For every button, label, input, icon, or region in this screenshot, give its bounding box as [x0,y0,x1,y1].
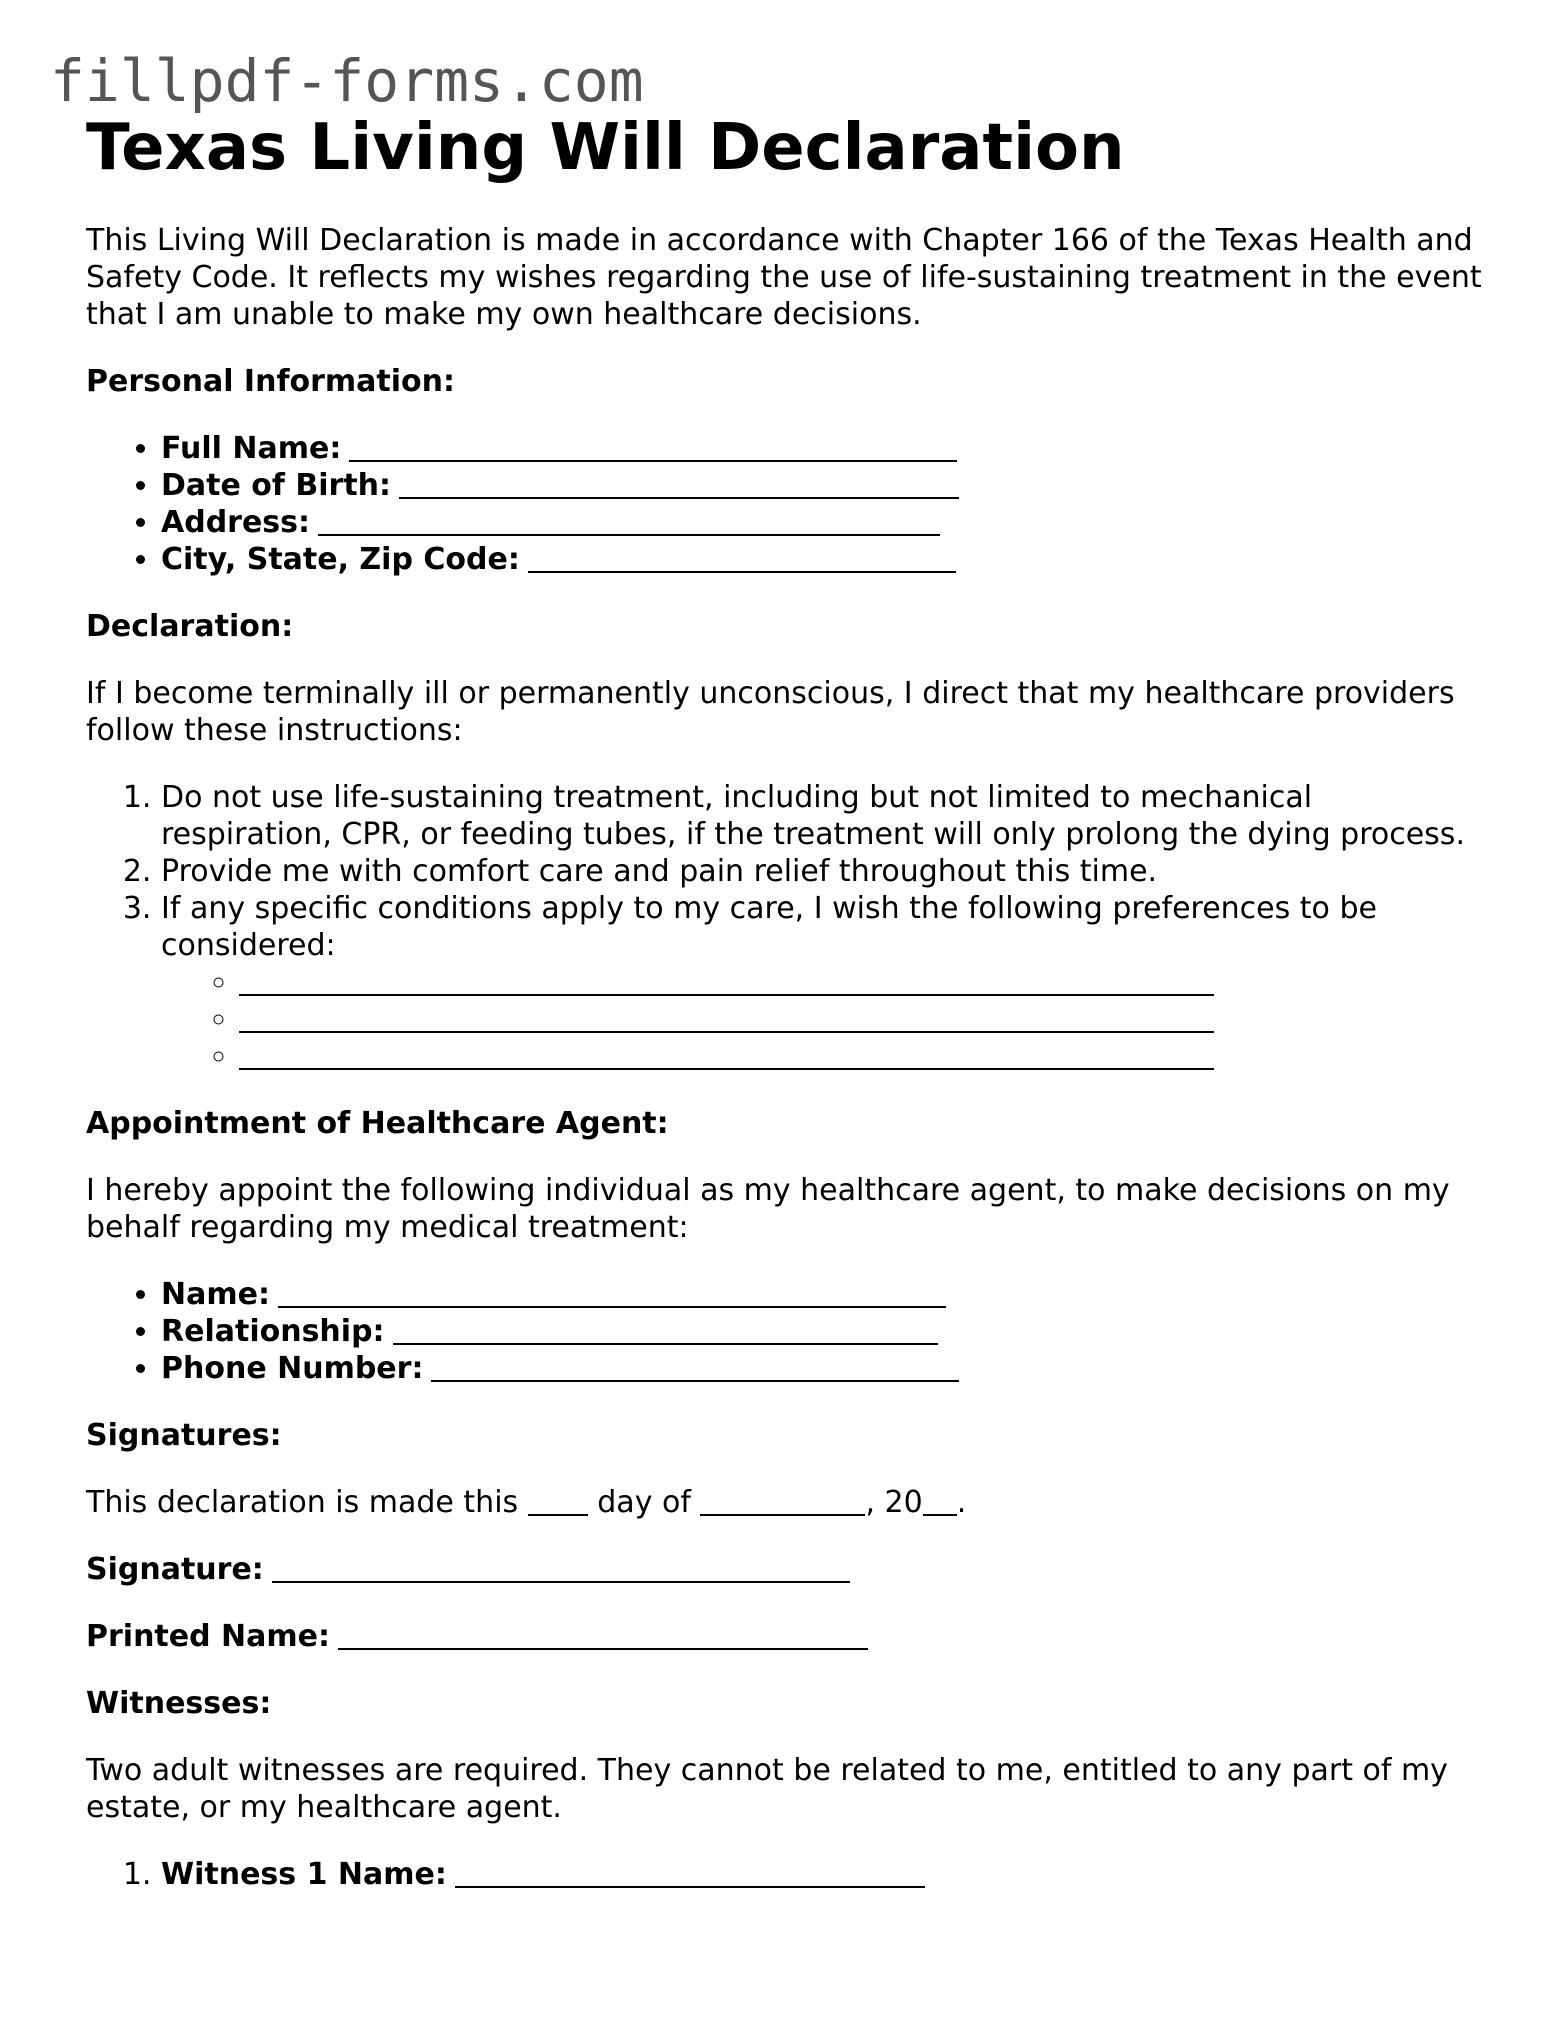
list-item [161,1276,1486,1313]
list-item [161,890,1486,1075]
witnesses-paragraph: Two adult witnesses are required. They cannot be related to me, entitled to any part of my estate, or my healthcare agent. [86,1753,1448,1825]
preference-field-2[interactable] [239,1001,1214,1033]
agent-name-label: Name: [161,1277,270,1312]
declaration-date-line [86,1484,1486,1521]
relationship-label: Relationship: [161,1314,385,1349]
declaration-heading: Declaration: [86,609,294,644]
witness-1-field[interactable] [455,1856,925,1888]
page-title: Texas Living Will Declaration [86,111,1125,185]
agent-heading: Appointment of Healthcare Agent: [86,1106,669,1141]
city-state-zip-field[interactable] [528,541,956,573]
date-text-1: This declaration is made this [86,1485,519,1520]
full-name-field[interactable] [349,430,957,462]
address-label: Address: [161,505,311,540]
site-watermark: fillpdf-forms.com [50,47,644,115]
agent-paragraph: I hereby appoint the following individual as my healthcare agent, to make decisions on my behalf regarding my medical treatment: [86,1173,1450,1245]
witnesses-list [86,1856,1486,1893]
full-name-label: Full Name: [161,431,342,466]
relationship-field[interactable] [393,1313,938,1345]
agent-fields-list [86,1276,1486,1387]
printed-name-line [86,1618,1486,1655]
list-item [161,504,1486,541]
declaration-instructions [86,779,1486,1075]
list-item [239,964,1486,1001]
dob-field[interactable] [399,467,959,499]
month-field[interactable] [700,1484,865,1516]
document-page [86,108,1486,1893]
preference-field-1[interactable] [239,964,1214,996]
witnesses-heading: Witnesses: [86,1686,272,1721]
address-field[interactable] [318,504,940,536]
personal-info-heading: Personal Information: [86,364,455,399]
list-item [161,467,1486,504]
list-item: 1. Do not use life-sustaining treatment, including but not limited to mechanical respiration, CPR, or feeding tubes, if the treatment will only prolong the dying process. [161,779,1486,853]
phone-number-field[interactable] [431,1350,959,1382]
declaration-paragraph: If I become terminally ill or permanently unconscious, I direct that my healthcare providers follow these instructions: [86,676,1455,748]
list-item [161,1313,1486,1350]
intro-paragraph: This Living Will Declaration is made in accordance with Chapter 166 of the Texas Health and Safety Code. It reflects my wishes regarding the use of life-sustaining treatment in the event that I am unable to make my own healthcare decisions. [86,223,1482,332]
signature-field[interactable] [272,1551,850,1583]
list-item [161,1856,1486,1893]
personal-info-list [86,430,1486,578]
date-text-2: day of [597,1485,691,1520]
witness-1-label: Witness 1 Name: [161,1857,447,1892]
signature-label: Signature: [86,1552,264,1587]
year-field[interactable] [923,1484,957,1516]
agent-name-field[interactable] [278,1276,946,1308]
printed-name-field[interactable] [338,1618,868,1650]
day-field[interactable] [528,1484,588,1516]
list-item [161,430,1486,467]
preferences-list [161,964,1486,1075]
date-text-4: . [956,1485,967,1520]
list-item [161,541,1486,578]
dob-label: Date of Birth: [161,468,392,503]
list-item: 2. Provide me with comfort care and pain relief throughout this time. [161,853,1486,890]
list-item [161,1350,1486,1387]
printed-name-label: Printed Name: [86,1619,330,1654]
signatures-heading: Signatures: [86,1418,282,1453]
preference-field-3[interactable] [239,1038,1214,1070]
preferences-text: If any specific conditions apply to my care, I wish the following preferences to be considered: [161,891,1377,963]
date-text-3: , 20 [865,1485,923,1520]
city-state-zip-label: City, State, Zip Code: [161,542,520,577]
list-item [239,1001,1486,1038]
phone-number-label: Phone Number: [161,1351,424,1386]
list-item [239,1038,1486,1075]
signature-line [86,1551,1486,1588]
